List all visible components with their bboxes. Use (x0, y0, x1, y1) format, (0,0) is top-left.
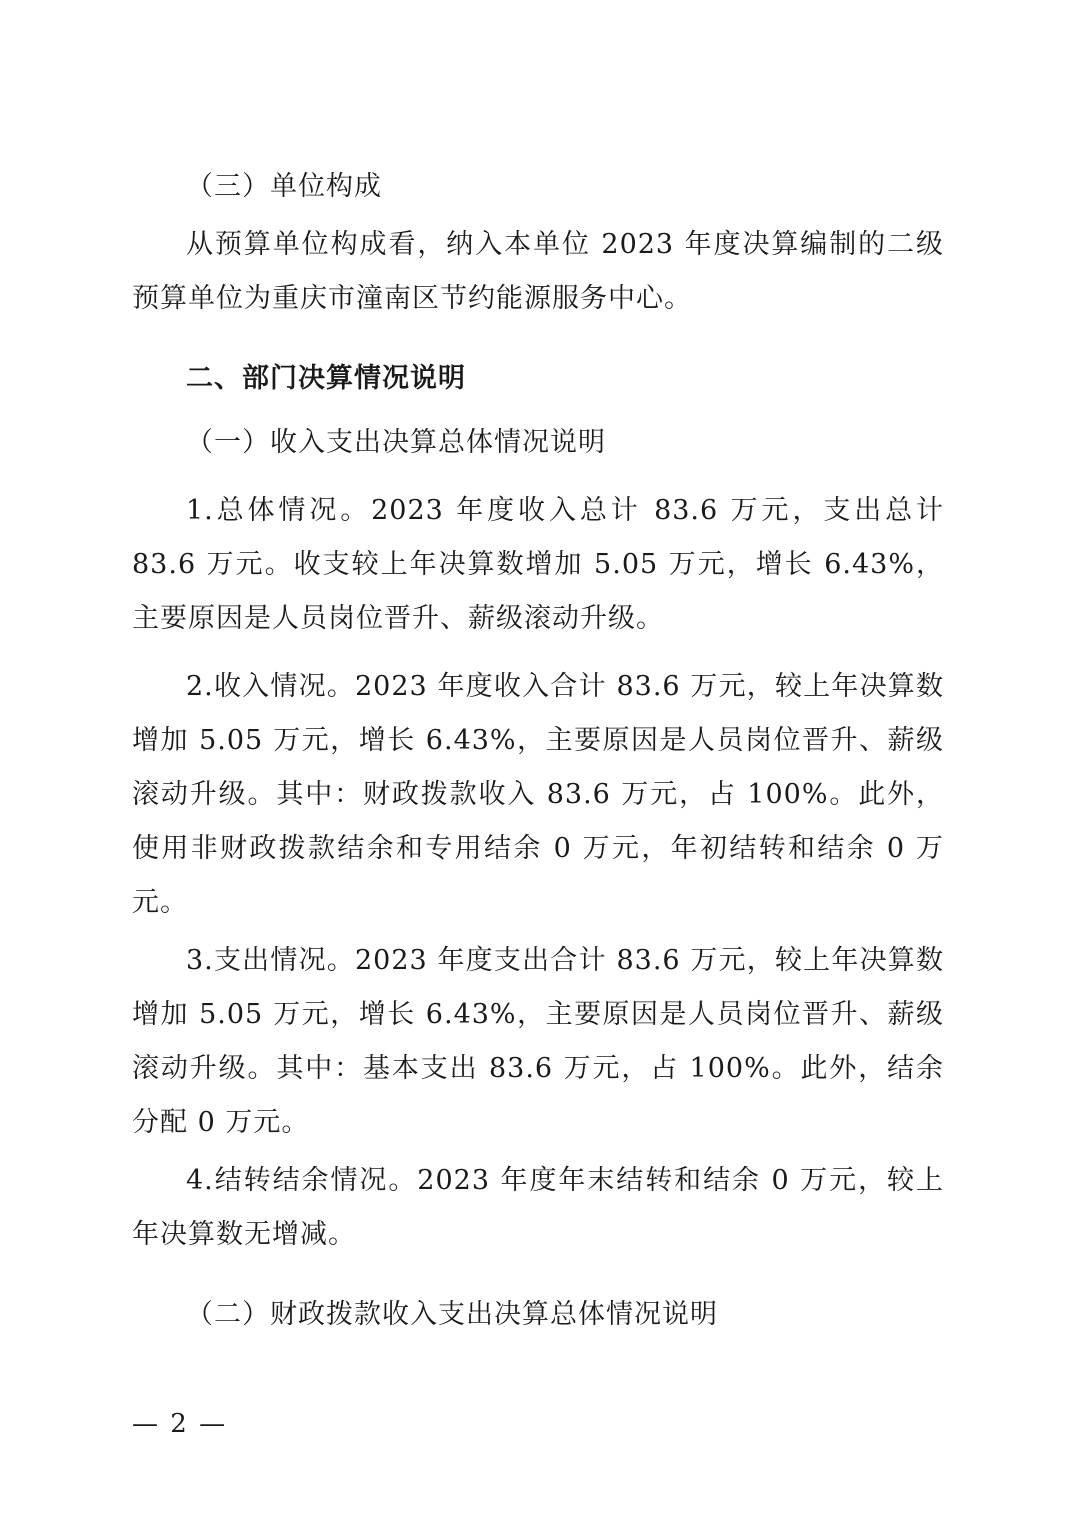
paragraph-overall: 1.总体情况。2023 年度收入总计 83.6 万元，支出总计 83.6 万元。收支较上年决算数增加 5.05 万元，增长 6.43%，主要原因是人员岗位晋升、薪级滚动升级。 (132, 495, 944, 634)
document-body (132, 160, 944, 1342)
paragraph-expenditure: 3.支出情况。2023 年度支出合计 83.6 万元，较上年决算数增加 5.05 万元，增长 6.43%，主要原因是人员岗位晋升、薪级滚动升级。其中：基本支出 83.6 万元，占 100%。此外，结余分配 0 万元。 (132, 945, 944, 1138)
subsection-heading-fiscal-allocation: （二）财政拨款收入支出决算总体情况说明 (186, 1299, 718, 1330)
paragraph-unit-composition: 从预算单位构成看，纳入本单位 2023 年度决算编制的二级预算单位为重庆市潼南区节约能源服务中心。 (132, 229, 944, 314)
paragraph-carryover: 4.结转结余情况。2023 年度年末结转和结余 0 万元，较上年决算数无增减。 (132, 1165, 944, 1250)
page-number: — 2 — (132, 1409, 228, 1439)
section-heading-final-accounts: 二、部门决算情况说明 (186, 363, 466, 394)
section-heading-unit-composition: （三）单位构成 (186, 171, 382, 202)
paragraph-income: 2.收入情况。2023 年度收入合计 83.6 万元，较上年决算数增加 5.05 万元，增长 6.43%，主要原因是人员岗位晋升、薪级滚动升级。其中：财政拨款收入 83.6 万元，占 100%。此外，使用非财政拨款结余和专用结余 0 万元，年初结转和结余 0 万元。 (132, 671, 944, 918)
subsection-heading-income-expenditure: （一）收入支出决算总体情况说明 (186, 427, 606, 458)
